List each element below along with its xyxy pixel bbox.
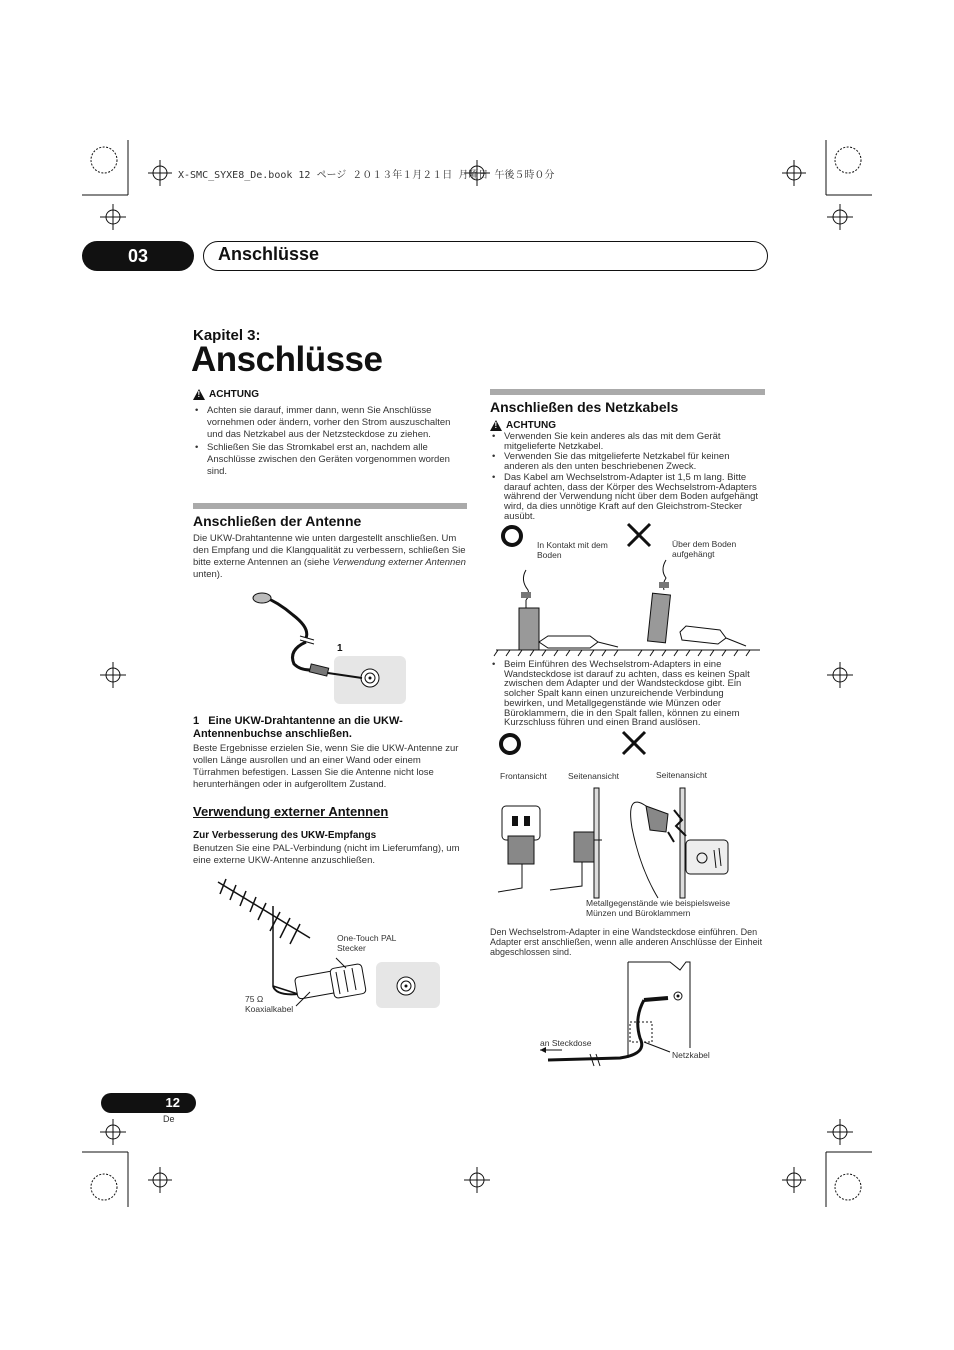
caution-label [193,389,465,400]
antenna-intro: Die UKW-Drahtantenne wie unten dargestellt anschließen. Um den Empfang und die Klangqualität zu verbessern, schließen Sie bitte externe Antennen an (siehe Verwendung externer Antennen unten). [193,533,466,580]
power-caution [490,420,765,522]
page-title: Anschlüsse [191,340,383,379]
caution-label-text: ACHTUNG [209,389,259,400]
caution-top [193,389,465,479]
label-outlet: an Steckdose [540,1038,592,1048]
incorrect-icon [623,732,645,754]
caution-label [490,420,765,431]
label-floor-1: In Kontakt mit dem [537,540,608,550]
label-hang-2: aufgehängt [672,549,715,559]
label-floor-2: Boden [537,550,562,560]
caution-list [490,432,765,521]
label-metal-1: Metallgegenstände wie beispielsweise [586,898,731,908]
label-hang-1: Über dem Boden [672,539,737,549]
external-antenna-heading: Verwendung externer Antennen [193,804,389,819]
label-pal-plug: One-Touch PAL Stecker [337,933,397,953]
chapter-number-badge: 03 [82,241,194,271]
power-final-text: Den Wechselstrom-Adapter in eine Wandsteckdose einführen. Den Adapter erst anschließen, wenn alle anderen Anschlüsse der Einheit abgeschlossen sind. [490,927,763,957]
section-rule [193,503,467,509]
list-item: • Verwenden Sie kein anderes als das mit dem Gerät mitgelieferte Netzkabel. [490,432,765,451]
fm-antenna-diagram [248,590,448,710]
kapitel-label: Kapitel 3: [193,327,261,344]
section-rule [490,389,765,395]
chapter-title: Anschlüsse [218,244,320,264]
antenna-step-body: Beste Ergebnisse erzielen Sie, wenn Sie die UKW-Antenne zur vollen Länge ausrollen und an einer Wand oder einem Türrahmen befestigen. Lassen Sie die Antenne nicht lose herunterhängen oder in aufgerolltem Zustand. [193,743,459,790]
list-item: • Das Kabel am Wechselstrom-Adapter ist 1,5 m lang. Bitte darauf achten, dass der Körper des Wechselstrom-Adapters während der Verwendung nicht über dem Boden aufgehängt wird, da dies unnötige Kraft auf den Gleichstrom-Stecker ausübt. [490,473,765,522]
power-heading: Anschließen des Netzkabels [490,399,679,415]
power-cord-diagram [540,958,740,1068]
page-language: De [163,1114,175,1124]
warning-icon [490,420,502,431]
external-subheading: Zur Verbesserung des UKW-Empfangs [193,830,377,841]
correct-icon [501,735,519,753]
diagram-callout: 1 [337,643,343,654]
print-info-line: X-SMC_SYXE8_De.book 12 ページ ２０１３年１月２１日 月曜日 午後５時０分 [178,170,555,181]
label-coax-2: Koaxialkabel [245,1004,294,1014]
warning-icon [193,389,205,400]
list-item: • Achten sie darauf, immer dann, wenn Sie Anschlüsse vornehmen oder ändern, vorher den Strom auszuschalten und das Netzkabel aus der Netzsteckdose zu ziehen. [193,405,465,441]
label-side-view-1: Seitenansicht [568,771,620,781]
gap-caution-list [490,660,765,729]
correct-icon [503,527,521,545]
label-coax-1: 75 Ω [245,994,264,1004]
antenna-step: 1 Eine UKW-Drahtantenne an die UKW-Antennenbuchse anschließen. [193,715,403,740]
page-number-badge: 12 [101,1093,196,1113]
label-front-view: Frontansicht [500,771,547,781]
label-side-view-2: Seitenansicht [656,770,708,780]
external-body: Benutzen Sie eine PAL-Verbindung (nicht im Lieferumfang), um eine externe UKW-Antenne anzuschließen. [193,843,460,866]
wall-outlet-diagram [490,728,740,898]
list-item: • Schließen Sie das Stromkabel erst an, nachdem alle Anschlüsse zwischen den Geräten vorgenommen worden sind. [193,442,465,478]
list-item: • Beim Einführen des Wechselstrom-Adapters in eine Wandsteckdose ist darauf zu achten, dass es keinen Spalt zwischen dem Adapter und der Wandsteckdose gibt. Ein solcher Spalt kann einen unzureichende Verbindung bewirken, und Metallgegenstände wie Münzen oder Büroklammern, die in den Spalt fallen, können zu einem Kurzschluss führen und einen Brand auslösen. [490,660,765,728]
caution-list [193,405,465,478]
label-power-cord: Netzkabel [672,1050,710,1060]
list-item: • Verwenden Sie das mitgelieferte Netzkabel für keinen anderen als den unten beschriebenen Zweck. [490,452,765,471]
antenna-heading: Anschließen der Antenne [193,513,362,529]
label-metal-2: Münzen und Büroklammern [586,908,691,918]
incorrect-icon [628,524,650,546]
caution-label-text: ACHTUNG [506,420,556,431]
